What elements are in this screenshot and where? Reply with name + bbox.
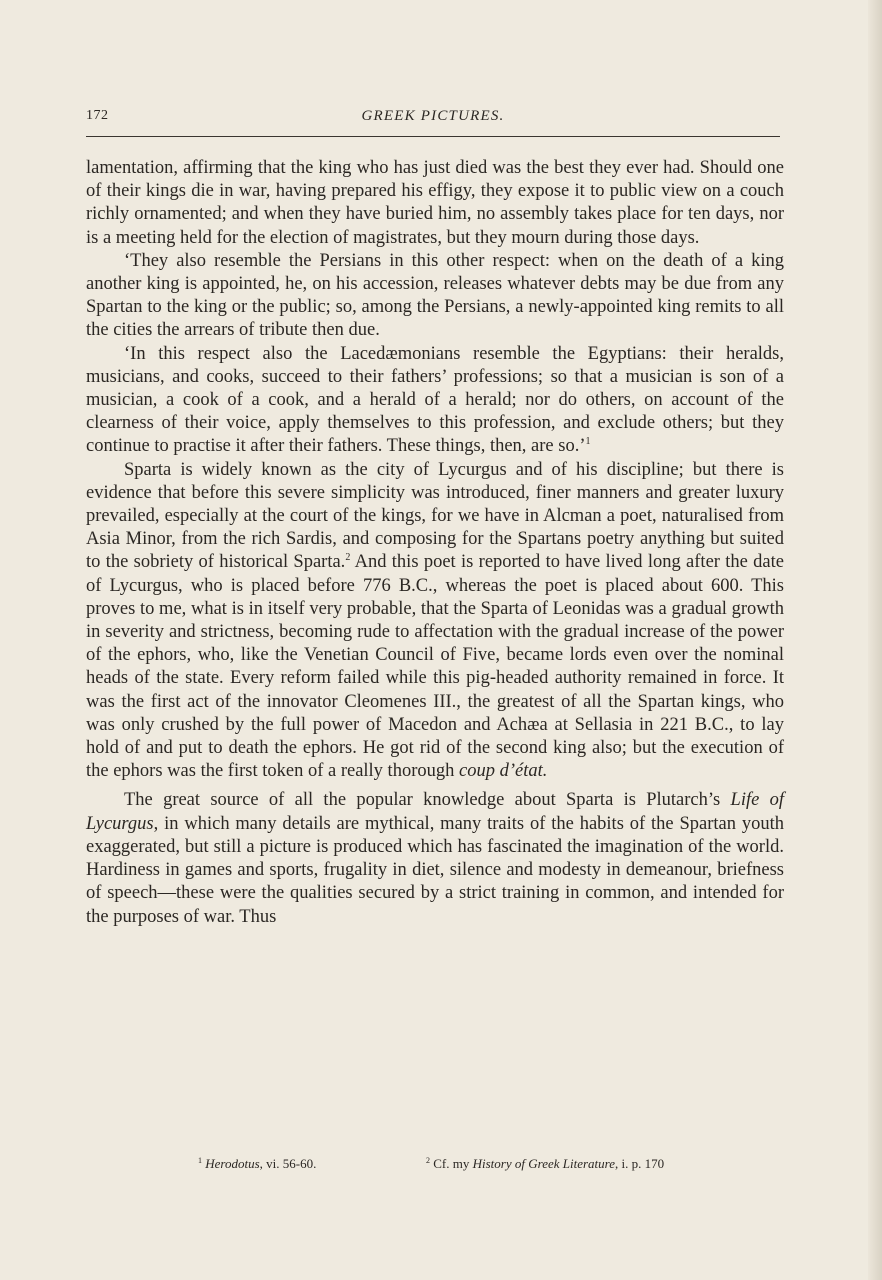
page-edge [868,0,882,1280]
footnote-ref[interactable]: 1 [585,436,591,448]
running-title: GREEK PICTURES. [361,108,505,124]
paragraph: Sparta is widely known as the city of Lycurgus and of his discipline; but there is evidence that before this severe simplicity was introduced, finer manners and greater luxury prevailed, especially at the court of the kings, for we have in Alcman a poet, naturalised from Asia Minor, from the rich Sardis, and composing for the Spartans poetry anything but suited to the sobriety of historical Sparta.$^2$ And this poet is reported to have lived long after the date of Lycurgus, who is placed before 776 B.C., whereas the poet is placed about 600. This proves to me, what is in itself very probable, that the Sparta of Leonidas was a gradual growth in severity and strictness, becoming rude to affectation with the gradual increase of the power of the ephors, who, like the Venetian Council of Five, became lords even over the nominal heads of the state. Every reform failed while this pig-headed authority remained in force. It was the first act of the innovator Cleomenes III., the greatest of all the Spartan kings, who was only crushed by the full power of Macedon and Achæa at Sellasia in 221 B.C., to lay hold of and put to death the ephors. He got rid of the second king also; but the execution of the ephors was the first token of a really thorough coup d’état. [86,459,784,782]
page-number: 172 [86,108,109,123]
footnote-1: $^1$ Herodotus, vi. 56-60. [198,1156,317,1171]
footnote-ref[interactable]: 2 [345,552,351,564]
book-title: Life of Lycurgus [86,790,785,834]
paragraph: lamentation, affirming that the king who has just died was the best they ever had. Should one of their kings die in war, having prepared his effigy, they expose it to public view on a couch richly ornamented; and when they have buried him, no assembly takes place for ten days, nor is a meeting held for the election of magistrates, but they mourn during those days. [86,158,784,248]
paragraph: The great source of all the popular knowledge about Sparta is Plutarch’s Life of Lycurgus, in which many details are mythical, many traits of the habits of the Spartan youth exaggerated, but still a picture is produced which has fascinated the imagination of the world. Hardiness in games and sports, frugality in diet, silence and modesty in demeanour, briefness of speech—these were the qualities secured by a strict training in common, and intended for the purposes of war. Thus [86,790,785,927]
header-rule [86,136,780,137]
paragraph: ‘In this respect also the Lacedæmonians resemble the Egyptians: their heralds, musicians, and cooks, succeed to their fathers’ professions; so that a musician is son of a musician, a cook of a cook, and a herald of a herald; nor do others, on account of the clearness of their voice, apply themselves to this profession, and exclude others; but they continue to practise it after their fathers. These things, then, are so.’$^1$ [86,343,784,457]
italic-phrase: coup d’état. [458,761,548,782]
paragraph: ‘They also resemble the Persians in this other respect: when on the death of a king another king is appointed, he, on his accession, releases whatever debts may be due from any Spartan to the king or the public; so, among the Persians, a newly-appointed king remits to all the cities the arrears of tribute then due. [86,250,784,341]
body-text [86,157,784,929]
page-header [86,108,780,132]
footnote-2: $^2$ Cf. my History of Greek Literature, i. p. 170 [426,1156,665,1171]
